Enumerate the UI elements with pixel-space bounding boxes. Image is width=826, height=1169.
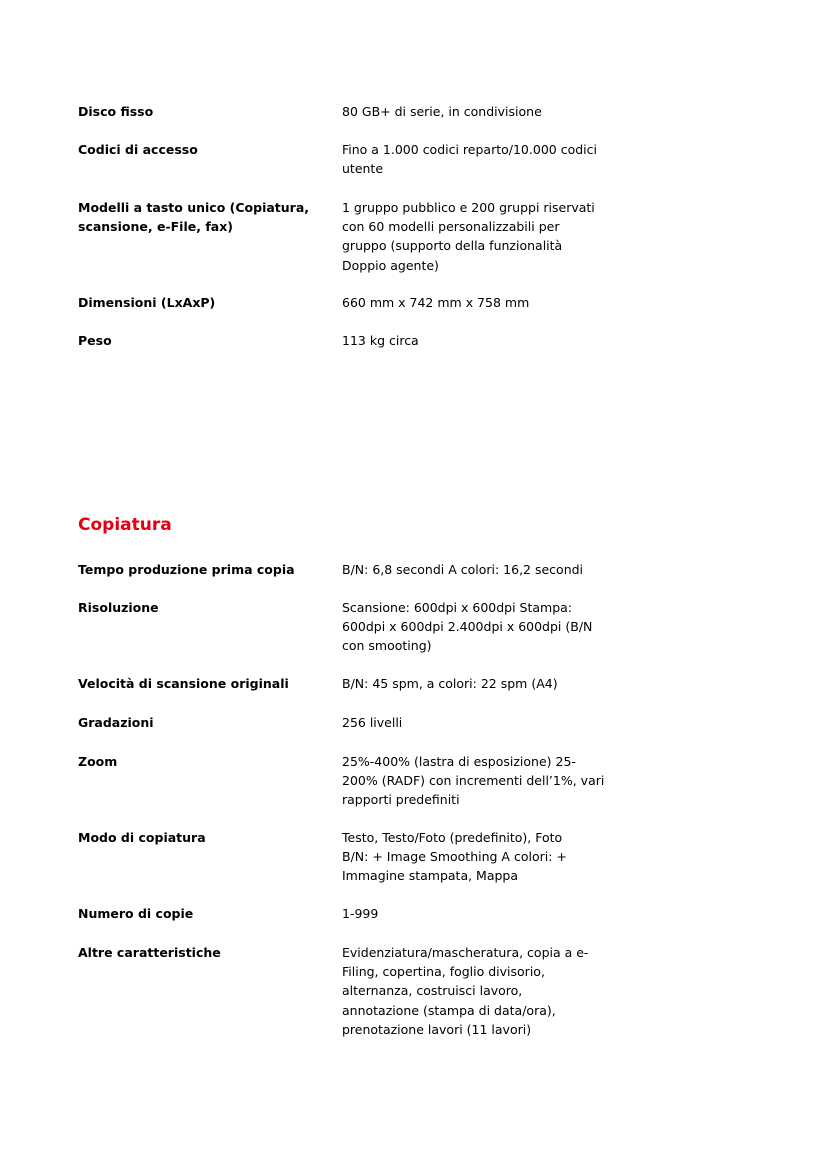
- spec-value-line: Fino a 1.000 codici reparto/10.000 codici: [342, 142, 597, 157]
- spec-value-line: 200% (RADF) con incrementi dell’1%, vari: [342, 773, 605, 789]
- spec-label: Dimensioni (LxAxP): [78, 295, 216, 310]
- spec-value-line: con smooting): [342, 638, 432, 654]
- spec-value: [342, 904, 612, 923]
- spec-label: Modo di copiatura: [78, 830, 206, 845]
- spec-value: [342, 198, 612, 275]
- spec-label: [78, 198, 328, 236]
- spec-value-line: B/N: + Image Smoothing A colori: +: [342, 849, 567, 865]
- spec-value-line: con 60 modelli personalizzabili per: [342, 219, 560, 235]
- spec-value-line: alternanza, costruisci lavoro,: [342, 983, 523, 999]
- spec-value-line: annotazione (stampa di data/ora),: [342, 1002, 556, 1018]
- spec-value: [342, 598, 612, 656]
- section-heading-copiatura: Copiatura: [78, 515, 172, 535]
- spec-label: Tempo produzione prima copia: [78, 562, 295, 577]
- spec-value: [342, 828, 612, 886]
- spec-label: Velocità di scansione originali: [78, 676, 289, 691]
- spec-value-line: utente: [342, 161, 384, 177]
- spec-label: Numero di copie: [78, 906, 194, 921]
- spec-value-line: B/N: 45 spm, a colori: 22 spm (A4): [342, 676, 558, 691]
- spec-value: [342, 560, 612, 579]
- spec-value-line: 1-999: [342, 906, 379, 921]
- spec-value-line: Testo, Testo/Foto (predefinito), Foto: [342, 830, 563, 845]
- spec-value-line: 113 kg circa: [342, 333, 419, 348]
- spec-value: [342, 140, 612, 178]
- spec-value-line: Scansione: 600dpi x 600dpi Stampa:: [342, 600, 573, 615]
- spec-value: [342, 752, 612, 810]
- spec-label: Disco fisso: [78, 104, 154, 119]
- spec-label: Zoom: [78, 754, 118, 769]
- spec-value-line: B/N: 6,8 secondi A colori: 16,2 secondi: [342, 562, 584, 577]
- spec-label: Risoluzione: [78, 600, 159, 615]
- spec-value-line: 256 livelli: [342, 715, 403, 730]
- spec-label: Peso: [78, 333, 112, 348]
- spec-label: Gradazioni: [78, 715, 154, 730]
- spec-value-line: 80 GB+ di serie, in condivisione: [342, 104, 542, 119]
- spec-label-line: scansione, e-File, fax): [78, 219, 233, 235]
- spec-value: [342, 674, 612, 693]
- spec-value-line: Immagine stampata, Mappa: [342, 868, 519, 884]
- spec-value-line: 600dpi x 600dpi 2.400dpi x 600dpi (B/N: [342, 619, 593, 635]
- spec-value: [342, 943, 612, 1039]
- spec-value: [342, 331, 612, 350]
- spec-value-line: rapporti predefiniti: [342, 792, 460, 808]
- spec-value: [342, 102, 612, 121]
- spec-value: [342, 713, 612, 732]
- spec-value-line: 1 gruppo pubblico e 200 gruppi riservati: [342, 200, 595, 215]
- spec-label: Codici di accesso: [78, 142, 198, 157]
- spec-value-line: Evidenziatura/mascheratura, copia a e-: [342, 945, 589, 960]
- spec-value-line: Doppio agente): [342, 257, 439, 273]
- spec-value-line: 660 mm x 742 mm x 758 mm: [342, 295, 530, 310]
- spec-value-line: gruppo (supporto della funzionalità: [342, 238, 563, 254]
- spec-label-line: Modelli a tasto unico (Copiatura,: [78, 200, 310, 215]
- spec-value-line: 25%-400% (lastra di esposizione) 25-: [342, 754, 576, 769]
- spec-value-line: Filing, copertina, foglio divisorio,: [342, 964, 545, 980]
- spec-value: [342, 293, 612, 312]
- spec-label: Altre caratteristiche: [78, 945, 221, 960]
- spec-value-line: prenotazione lavori (11 lavori): [342, 1021, 532, 1037]
